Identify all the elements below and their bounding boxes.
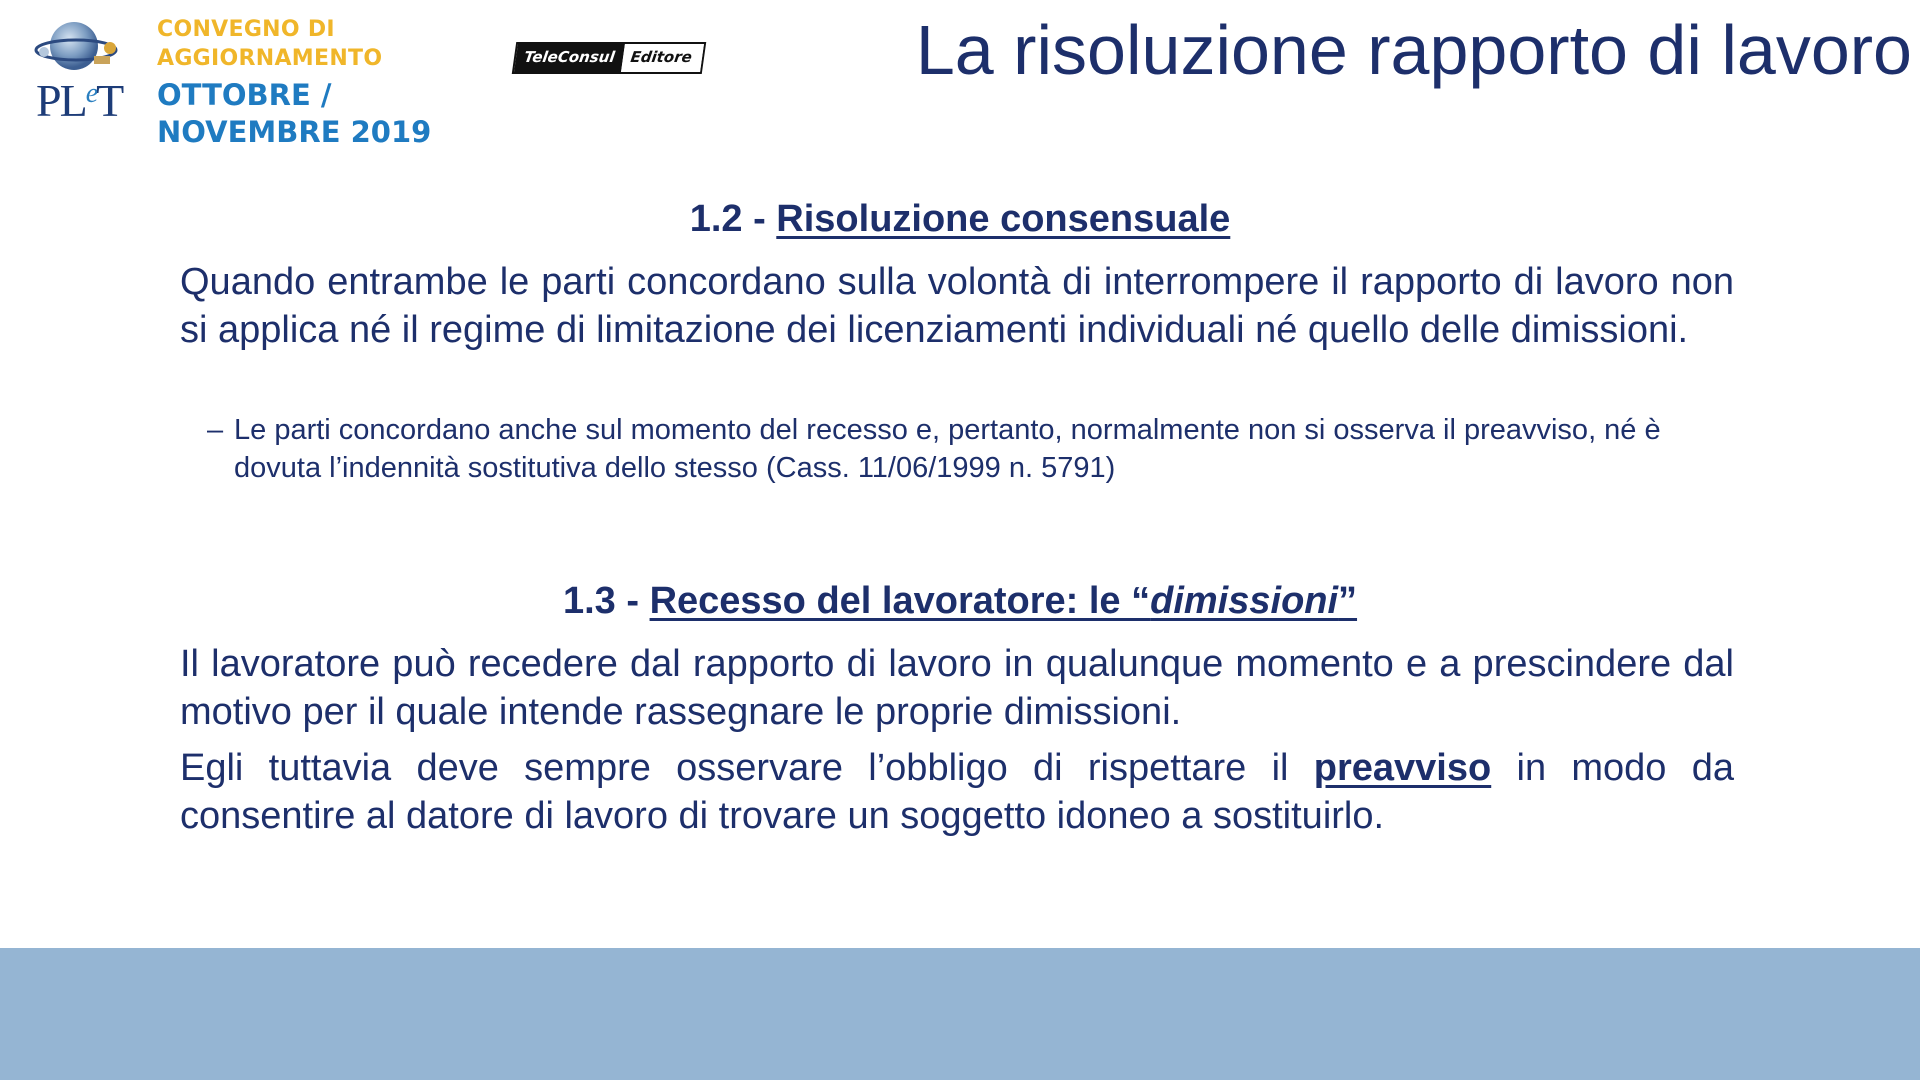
globe-icon [34,18,124,78]
section-title: Risoluzione consensuale [776,198,1231,240]
section-1-2-bullet [207,411,1737,487]
section-number: 1.2 - [689,198,766,240]
section-heading-1-2 [0,198,1920,241]
bullet-text: Le parti concordano anche sul momento del recesso e, pertanto, normalmente non si osserva il preavviso, né è dovuta l’indennità sostitutiva dello stesso (Cass. 11/06/1999 n. 5791) [234,414,1661,484]
section-1-3-paragraph-2: Egli tuttavia deve sempre osservare l’obbligo di rispettare il preavviso in modo da consentire al datore di lavoro di trovare un soggetto idoneo a sostituirlo. [180,747,1734,837]
publisher-name: TeleConsul [514,44,624,72]
section-1-3-paragraph-1: Il lavoratore può recedere dal rapporto di lavoro in qualunque momento e a prescindere dal motivo per il quale intende rassegnare le proprie dimissioni. [180,643,1734,733]
section-heading-1-3 [0,580,1920,623]
event-label-line1: CONVEGNO DI [157,17,335,42]
section-number: 1.3 - [562,580,639,622]
preavviso-emphasis: preavviso [1313,747,1492,789]
event-date-line1: OTTOBRE / [157,78,332,112]
section-title: Recesso del lavoratore: le “dimissioni” [649,580,1358,622]
publisher-logo [512,42,706,74]
slide-title: La risoluzione rapporto di lavoro [915,11,1912,89]
event-label-line2: AGGIORNAMENTO [157,46,383,71]
footer-band [0,948,1920,1080]
section-1-2-paragraph: Quando entrambe le parti concordano sulla volontà di interrompere il rapporto di lavoro non si applica né il regime di limitazione dei licenziamenti individuali né quello delle dimissioni. [180,261,1734,351]
publisher-suffix: Editore [621,44,704,72]
bullet-dash: – [207,414,224,446]
plet-logo [34,18,124,128]
logo-wordmark: $PL^eT$ [36,75,123,126]
event-date-line2: NOVEMBRE 2019 [157,115,432,149]
section-title-italic: dimissioni [1150,580,1339,622]
